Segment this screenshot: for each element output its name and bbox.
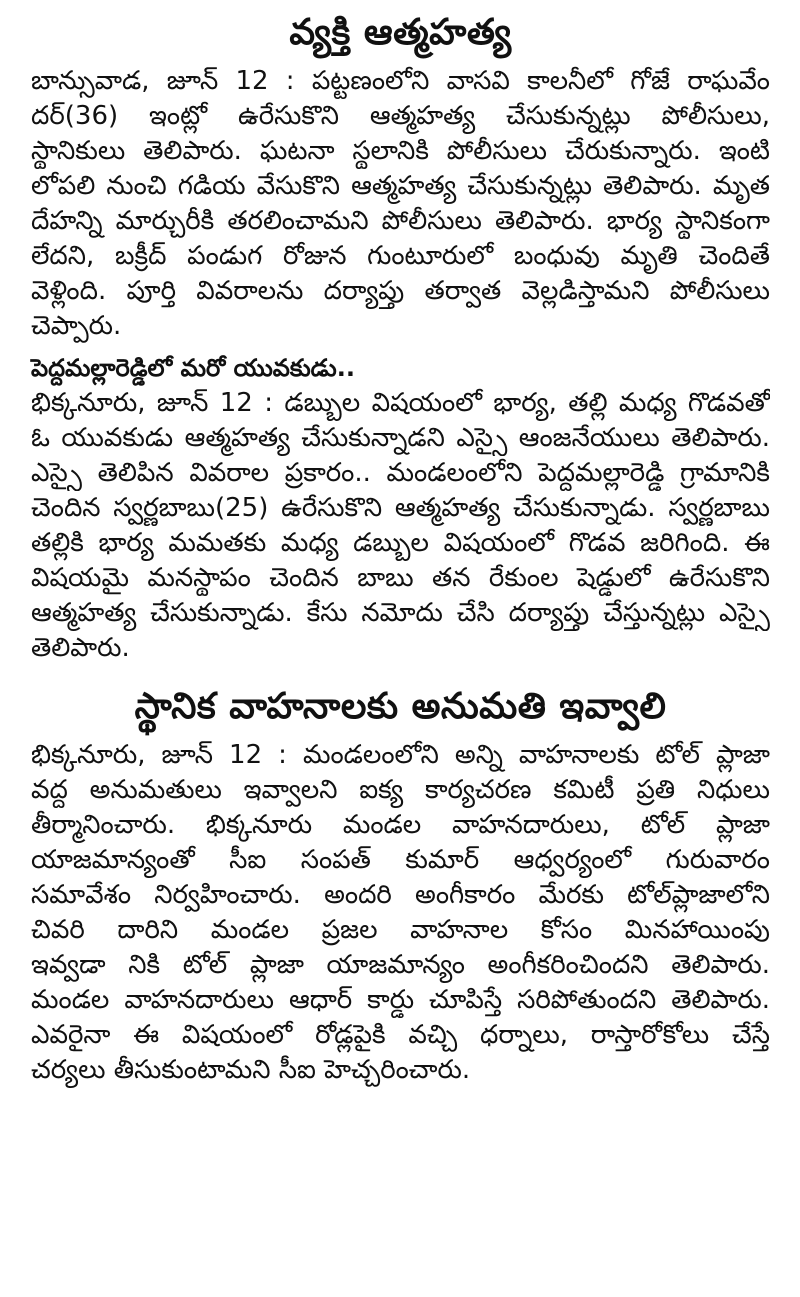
story-line: చివరి దారిని మండల ప్రజల వాహనాల కోసం మినహాయింపు bbox=[31, 915, 770, 945]
story-line: ఓ యువకుడు ఆత్మహత్య చేసుకున్నాడని ఎస్సై ఆంజనేయులు తెలిపారు. bbox=[31, 423, 770, 453]
story-line: దర్(36) ఇంట్లో ఉరేసుకొని ఆత్మహత్య చేసుకున్నట్లు పోలీసులు, bbox=[31, 101, 770, 131]
story-line: భిక్కనూరు, జూన్ 12 : డబ్బుల విషయంలో భార్య, తల్లి మధ్య గొడవతో bbox=[31, 388, 770, 418]
story-line: వెళ్లింది. పూర్తి వివరాలను దర్యాప్తు తర్వాత వెల్లడిస్తామని పోలీసులు bbox=[31, 276, 770, 306]
story-line: యాజమాన్యంతో సీఐ సంపత్ కుమార్ ఆధ్వర్యంలో గురువారం bbox=[31, 845, 770, 875]
headline-suicide: వ్యక్తి ఆత్మహత్య bbox=[289, 12, 512, 53]
story-line: చెందిన స్వర్ణబాబు(25) ఉరేసుకొని ఆత్మహత్య చేసుకున్నాడు. స్వర్ణబాబు bbox=[31, 493, 770, 523]
story-line: బాన్సువాడ, జూన్ 12 : పట్టణంలోని వాసవి కాలనీలో గోజే రాఘవేం bbox=[31, 66, 770, 96]
headline-vehicle-permission: స్థానిక వాహనాలకు అనుమతి ఇవ్వాలి bbox=[134, 686, 667, 727]
story-line: లేదని, బక్రీద్ పండుగ రోజున గుంటూరులో బంధువు మృతి చెందితే bbox=[31, 241, 770, 271]
story-line: వద్ద అనుమతులు ఇవ్వాలని ఐక్య కార్యచరణ కమిటీ ప్రతి నిధులు bbox=[31, 775, 770, 805]
story-line: ఆత్మహత్య చేసుకున్నాడు. కేసు నమోదు చేసి దర్యాప్తు చేస్తున్నట్లు ఎస్సై bbox=[31, 598, 770, 628]
story-line: చెప్పారు. bbox=[31, 311, 122, 341]
story-line: దేహన్ని మార్చురీకి తరలించామని పోలీసులు తెలిపారు. భార్య స్థానికంగా bbox=[31, 206, 770, 236]
story-line: తల్లికి భార్య మమతకు మధ్య డబ్బుల విషయంలో గొడవ జరిగింది. ఈ bbox=[31, 528, 770, 558]
story-banswada bbox=[31, 64, 770, 344]
story-line: తెలిపారు. bbox=[31, 633, 130, 663]
story-line: భిక్కనూరు, జూన్ 12 : మండలంలోని అన్ని వాహనాలకు టోల్ ప్లాజా bbox=[31, 740, 770, 770]
story-toll-plaza bbox=[31, 738, 770, 1088]
story-line: మండల వాహనదారులు ఆధార్ కార్డు చూపిస్తే సరిపోతుందని తెలిపారు. bbox=[31, 985, 770, 1015]
story-line: విషయమై మనస్థాపం చెందిన బాబు తన రేకుంల షెడ్డులో ఉరేసుకొని bbox=[31, 563, 770, 593]
story-line: చర్యలు తీసుకుంటామని సీఐ హెచ్చరించారు. bbox=[31, 1055, 471, 1085]
subheadline-peddamallareddy: పెద్దమల్లారెడ్డిలో మరో యువకుడు.. bbox=[31, 354, 355, 382]
story-line: ఎస్సై తెలిపిన వివరాల ప్రకారం.. మండలంలోని పెద్దమల్లారెడ్డి గ్రామానికి bbox=[31, 458, 770, 488]
story-line: తీర్మానించారు. భిక్కనూరు మండల వాహనదారులు, టోల్ ప్లాజా bbox=[31, 810, 770, 840]
story-line: ఇవ్వడా నికి టోల్ ప్లాజా యాజమాన్యం అంగీకరించిందని తెలిపారు. bbox=[31, 950, 770, 980]
story-bhiknoor-youth bbox=[31, 386, 770, 666]
story-line: సమావేశం నిర్వహించారు. అందరి అంగీకారం మేరకు టోల్‌ప్లాజాలోని bbox=[31, 880, 770, 910]
story-line: లోపలి నుంచి గడియ వేసుకొని ఆత్మహత్య చేసుకున్నట్లు తెలిపారు. మృత bbox=[31, 171, 770, 201]
story-line: ఎవరైనా ఈ విషయంలో రోడ్లపైకి వచ్చి ధర్నాలు, రాస్తారోకోలు చేస్తే bbox=[31, 1020, 770, 1050]
story-line: స్థానికులు తెలిపారు. ఘటనా స్థలానికి పోలీసులు చేరుకున్నారు. ఇంటి bbox=[31, 136, 770, 166]
